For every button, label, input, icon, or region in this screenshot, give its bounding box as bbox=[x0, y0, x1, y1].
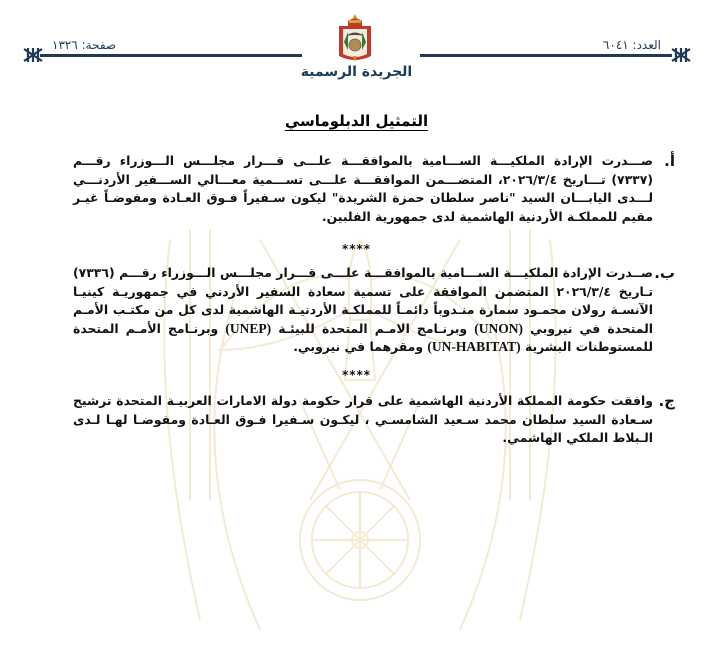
org-acronym-unon: (UNON) bbox=[474, 320, 524, 336]
item-text: ومقرهما في نيروبي. bbox=[293, 339, 424, 354]
decree-item-c bbox=[73, 392, 675, 448]
decree-item-b bbox=[73, 264, 675, 357]
item-letter: أ. bbox=[664, 152, 675, 170]
header-rule-left bbox=[40, 54, 302, 57]
item-text: صــدرت الإرادة الملكيـــة الســـامية بالموافقـــة علـــى قـــرار مجلـــس الـــوزراء رقـــم (٧٣٣٦) تـاريخ ٢٠٢٦/٣/٤ المتضمن الموافقة على تسمية سعادة السفير الأردني في جمهوريـة كينيـا الآنسـة رولان محمـود سمارة منـدوباً دائمـاً للمملكـة الأردنيـة الهاشمية لدى كل من مكتـب الأمـم المتحدة في نيروبي bbox=[73, 265, 653, 336]
publication-title: الجريدة الرسمية bbox=[300, 64, 413, 80]
org-acronym-un-habitat: (UN-HABITAT) bbox=[427, 339, 521, 354]
page-label: صفحة: bbox=[81, 38, 117, 52]
item-text: وافقت حكومة المملكة الأردنية الهاشمية على قرار حكومة دولة الامارات العربيـة المتحدة ترشيح سـعادة السيد سلطان محمد سـعيد الشامسـي ، ليكـون سـفيرا فـوق العـادة ومفوضـا لهـا لـدى الـبلاط الملكي الهاشمي. bbox=[73, 393, 653, 445]
header-rule-right bbox=[420, 54, 672, 57]
section-title: التمثيل الدبلوماسي bbox=[284, 112, 429, 130]
page-number-value: ١٣٢٦ bbox=[52, 38, 78, 52]
ornament-knot-icon bbox=[670, 46, 692, 64]
item-text: وبرنـامج الأمـم المتحدة للمستوطنات البشرية bbox=[73, 320, 653, 354]
page-number bbox=[52, 38, 116, 52]
separator-stars: **** bbox=[341, 368, 372, 382]
org-acronym-unep: (UNEP) bbox=[225, 320, 272, 336]
jordan-coat-of-arms-icon bbox=[336, 12, 374, 66]
decree-item-a bbox=[73, 152, 675, 226]
gazette-header bbox=[0, 0, 713, 90]
issue-label: العدد: bbox=[632, 38, 661, 52]
issue-number bbox=[603, 38, 661, 52]
item-text: صـــدرت الإرادة الملكيـــة الســـامية بالموافقـــة علـــى قـــرار مجلـــس الـــوزراء رقـــم (٧٣٣٧) تـــاريخ ٢٠٢٦/٣/٤، المتضـــمن الموافقـــة علـــى تســـمية معـــالي الســـفير الأردنـــي لـــدى اليابـــان السيد "ناصر سلطان حمزة الشريدة" ليكون سـفيراً فـوق العـادة ومفوضـاً غيـر مقيم للمملكـة الأردنية الهاشمية لدى جمهورية الفلبين. bbox=[73, 153, 653, 224]
issue-number-value: ٦٠٤١ bbox=[602, 38, 629, 52]
separator-stars: **** bbox=[341, 242, 372, 256]
item-letter: ج. bbox=[658, 392, 675, 410]
item-text: وبرنـامج الامـم المتحدة للبيئـة bbox=[278, 320, 468, 336]
item-letter: ب. bbox=[654, 264, 675, 282]
